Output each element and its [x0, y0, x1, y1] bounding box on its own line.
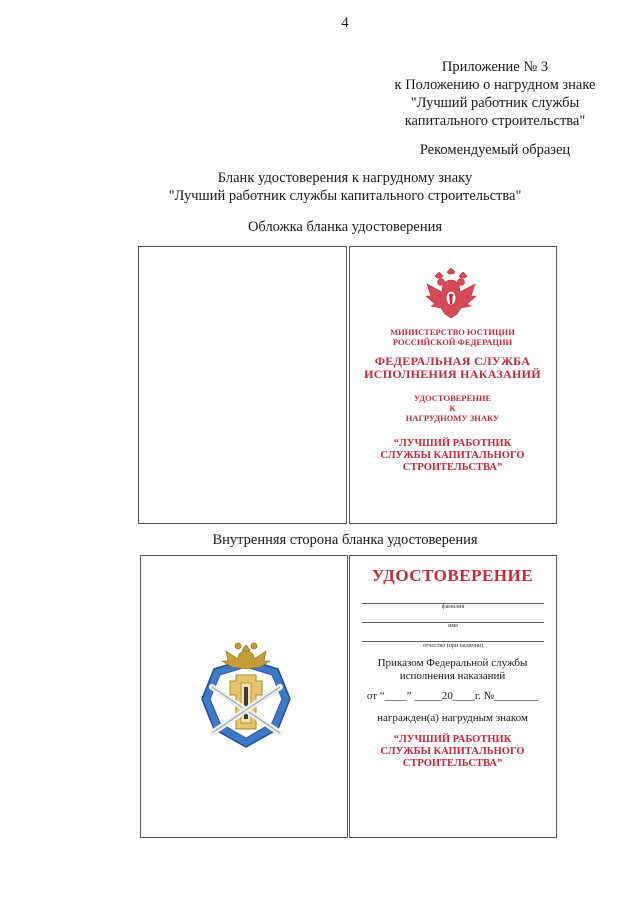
patronymic-line [362, 641, 544, 642]
form-title-line: "Лучший работник службы капитального строительства" [168, 188, 522, 204]
ministry-title [350, 327, 555, 347]
service-line: ФЕДЕРАЛЬНАЯ СЛУЖБА [374, 354, 531, 368]
surname-caption: фамилия [441, 604, 465, 610]
name-caption: имя [448, 623, 458, 629]
certificate-line: НАГРУДНОМУ ЗНАКУ [405, 413, 500, 423]
annex-line: капитального строительства" [404, 113, 586, 129]
double-headed-eagle-emblem-icon [425, 266, 477, 322]
form-title [120, 169, 570, 205]
ministry-line: МИНИСТЕРСТВО ЮСТИЦИИ [390, 327, 515, 337]
ministry-line: РОССИЙСКОЙ ФЕДЕРАЦИИ [392, 337, 513, 347]
order-text [350, 657, 555, 683]
certificate-line: УДОСТОВЕРЕНИЕ [413, 393, 492, 403]
badge-emblem-icon [198, 637, 294, 753]
badge-name-line: СТРОИТЕЛЬСТВА” [402, 462, 503, 473]
badge-name-line: СЛУЖБЫ КАПИТАЛЬНОГО [380, 746, 525, 757]
certificate-line: К [449, 403, 456, 413]
cover-certificate-title [350, 393, 555, 423]
cover-badge-name [350, 438, 555, 474]
inner-badge-name [350, 734, 555, 770]
order-line: исполнения наказаний [399, 670, 506, 682]
annex-line: "Лучший работник службы [410, 95, 580, 111]
awarded-text: награжден(а) нагрудным знаком [377, 712, 528, 724]
badge-name-line: СЛУЖБЫ КАПИТАЛЬНОГО [380, 450, 525, 461]
recommended-sample-label: Рекомендуемый образец [419, 142, 571, 158]
annex-header [360, 58, 630, 130]
cover-back-panel [138, 246, 347, 524]
annex-line: Приложение № 3 [441, 59, 549, 75]
service-line: ИСПОЛНЕНИЯ НАКАЗАНИЙ [364, 367, 541, 381]
order-date-line: от “____” _____20____г. №________ [366, 690, 539, 702]
badge-name-line: “ЛУЧШИЙ РАБОТНИК [393, 734, 512, 745]
page-number: 4 [341, 15, 349, 31]
cover-section-label: Обложка бланка удостоверения [247, 219, 443, 235]
order-line: Приказом Федеральной службы [377, 657, 528, 669]
patronymic-caption: отчество (при наличии) [422, 643, 484, 649]
inner-certificate-title: УДОСТОВЕРЕНИЕ [371, 566, 534, 585]
annex-line: к Положению о нагрудном знаке [394, 77, 596, 93]
form-title-line: Бланк удостоверения к нагрудному знаку [217, 170, 473, 186]
badge-name-line: “ЛУЧШИЙ РАБОТНИК [393, 438, 512, 449]
service-title [350, 355, 555, 381]
inner-section-label: Внутренняя сторона бланка удостоверения [212, 532, 478, 548]
badge-name-line: СТРОИТЕЛЬСТВА” [402, 758, 503, 769]
